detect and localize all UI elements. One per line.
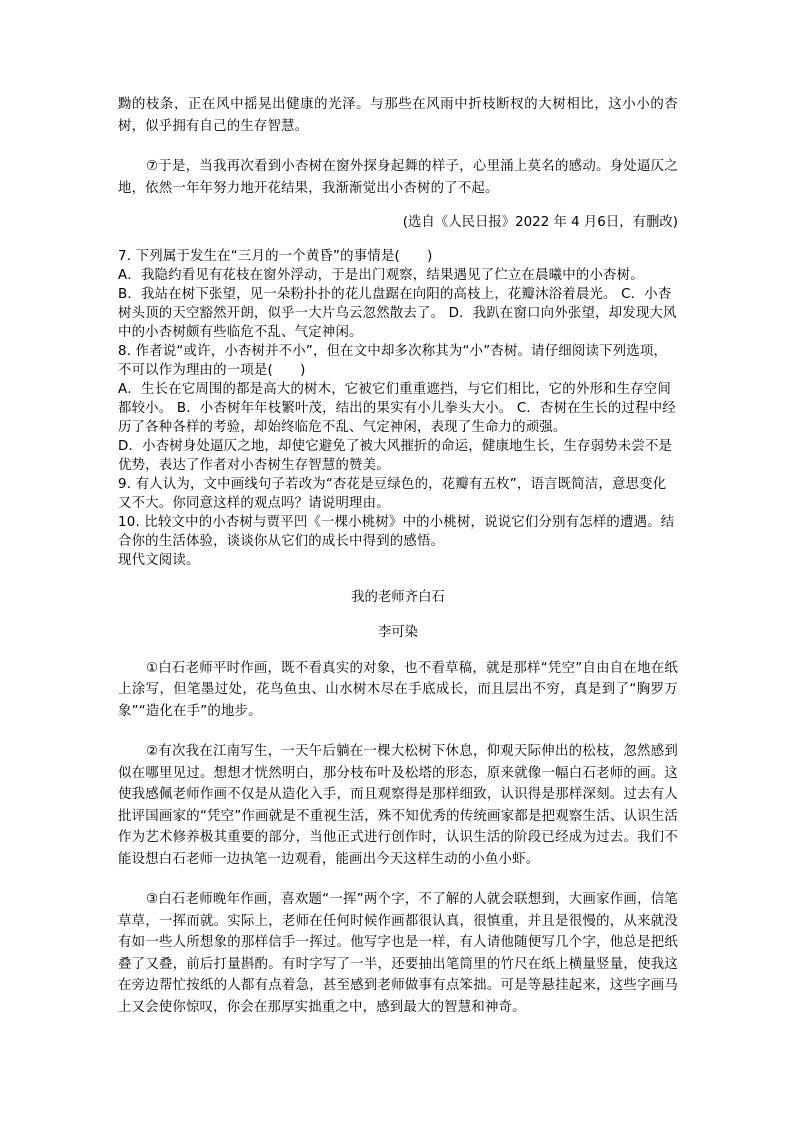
question-8-option-d: D．小杏树身处逼仄之地，却使它避免了被大风摧折的命运，健康地生长，生存弱势未尝不是优势，表达了作者对小杏树生存智慧的赞美。 (118, 438, 673, 473)
passage1-paragraph-6-tail: 黝的枝条，正在风中摇晃出健康的光泽。与那些在风雨中折枝断杈的大树相比，这小小的杏树，似乎拥有自己的生存智慧。 (118, 97, 678, 134)
question-8: 8. 作者说“或许，小杏树并不小”，但在文中却多次称其为“小”杏树。请仔细阅读下列选项，不可以作为理由的一项是( ) (118, 343, 668, 378)
question-7-options-bcd: B．我站在树下张望，见一朵粉扑扑的花儿盘踞在向阳的高枝上，花瓣沐浴着晨光。 C．小杏树头顶的天空豁然开朗，似乎一大片乌云忽然散去了。 D．我趴在窗口向外张望，却发现大风中的小杏树颇有些临危不乱、气定神闲。 (118, 286, 677, 340)
document-page (118, 94, 678, 1018)
passage2-paragraph-1: ①白石老师平时作画，既不看真实的对象，也不看草稿，就是那样“凭空”自由自在地在纸上涂写，但笔墨过处，花鸟鱼虫、山水树木尽在手底成长，而且层出不穷，真是到了“胸罗万象”“造化在手”的地步。 (118, 660, 678, 719)
passage1-paragraph-7: ⑦于是，当我再次看到小杏树在窗外探身起舞的样子，心里涌上莫名的感动。身处逼仄之地，依然一年年努力地开花结果，我渐渐觉出小杏树的了不起。 (118, 159, 678, 196)
question-10: 10. 比较文中的小杏树与贾平凹《一棵小桃树》中的小桃树，说说它们分别有怎样的遭遇。结合你的生活体验，谈谈你从它们的成长中得到的感悟。 (118, 514, 675, 549)
section-heading: 现代文阅读。 (118, 552, 200, 568)
passage1-source: (选自《人民日报》2022 年 4 月6日，有删改) (402, 215, 678, 230)
passage2-paragraph-3: ③白石老师晚年作画，喜欢题“一挥”两个字，不了解的人就会联想到，大画家作画，信笔草草，一挥而就。实际上，老师在任何时候作画都很认真，很慎重，并且是很慢的，从来就没有如一些人所想象的那样信手一挥过。他写字也是一样，有人请他随便写几个字，他总是把纸叠了又叠，前后打量斟酌。有时字写了一半，还要抽出笔筒里的竹尺在纸上横量竖量，使我这在旁边帮忙按纸的人都有点着急，甚至感到老师做事有点笨拙。可是等悬挂起来，这些字画马上又会使你惊叹，你会在那厚实拙重之中，感到最大的智慧和神奇。 (118, 892, 678, 1015)
question-7-option-a: A．我隐约看见有花枝在窗外浮动，于是出门观察，结果遇见了伫立在晨曦中的小杏树。 (118, 267, 644, 283)
article-author: 李可染 (377, 624, 419, 640)
question-9: 9. 有人认为，文中画线句子若改为“杏花是豆绿色的，花瓣有五枚”，语言既简洁，意思变化又不大。你同意这样的观点吗？请说明理由。 (118, 476, 667, 511)
passage2-paragraph-2: ②有次我在江南写生，一天午后躺在一棵大松树下休息，仰观天际伸出的松枝，忽然感到似在哪里见过。想想才恍然明白，那分枝布叶及松塔的形态，原来就像一幅白石老师的画。这使我感佩老师作画不仅是从造化入手，而且观察得是那样细致，认识得是那样深刻。过去有人批评国画家的“凭空”作画就是不重视生活，殊不知优秀的传统画家都是把观察生活、认识生活作为艺术修养极其重要的部分，当他正式进行创作时，认识生活的阶段已经成为过去。我们不能设想白石老师一边执笔一边观看，能画出今天这样生动的小鱼小虾。 (118, 744, 678, 867)
question-7: 7. 下列属于发生在“三月的一个黄昏”的事情是( ) (118, 248, 433, 264)
question-8-options-abc: A．生长在它周围的都是高大的树木，它被它们重重遮挡，与它们相比，它的外形和生存空间都较小。 B．小杏树年年枝繁叶茂，结出的果实有小儿拳头大小。 C．杏树在生长的过程中经历了各种各样的考验，却始终临危不乱、气定神闲，表现了生命力的顽强。 (118, 381, 676, 435)
article-title: 我的老师齐白石 (351, 589, 445, 605)
